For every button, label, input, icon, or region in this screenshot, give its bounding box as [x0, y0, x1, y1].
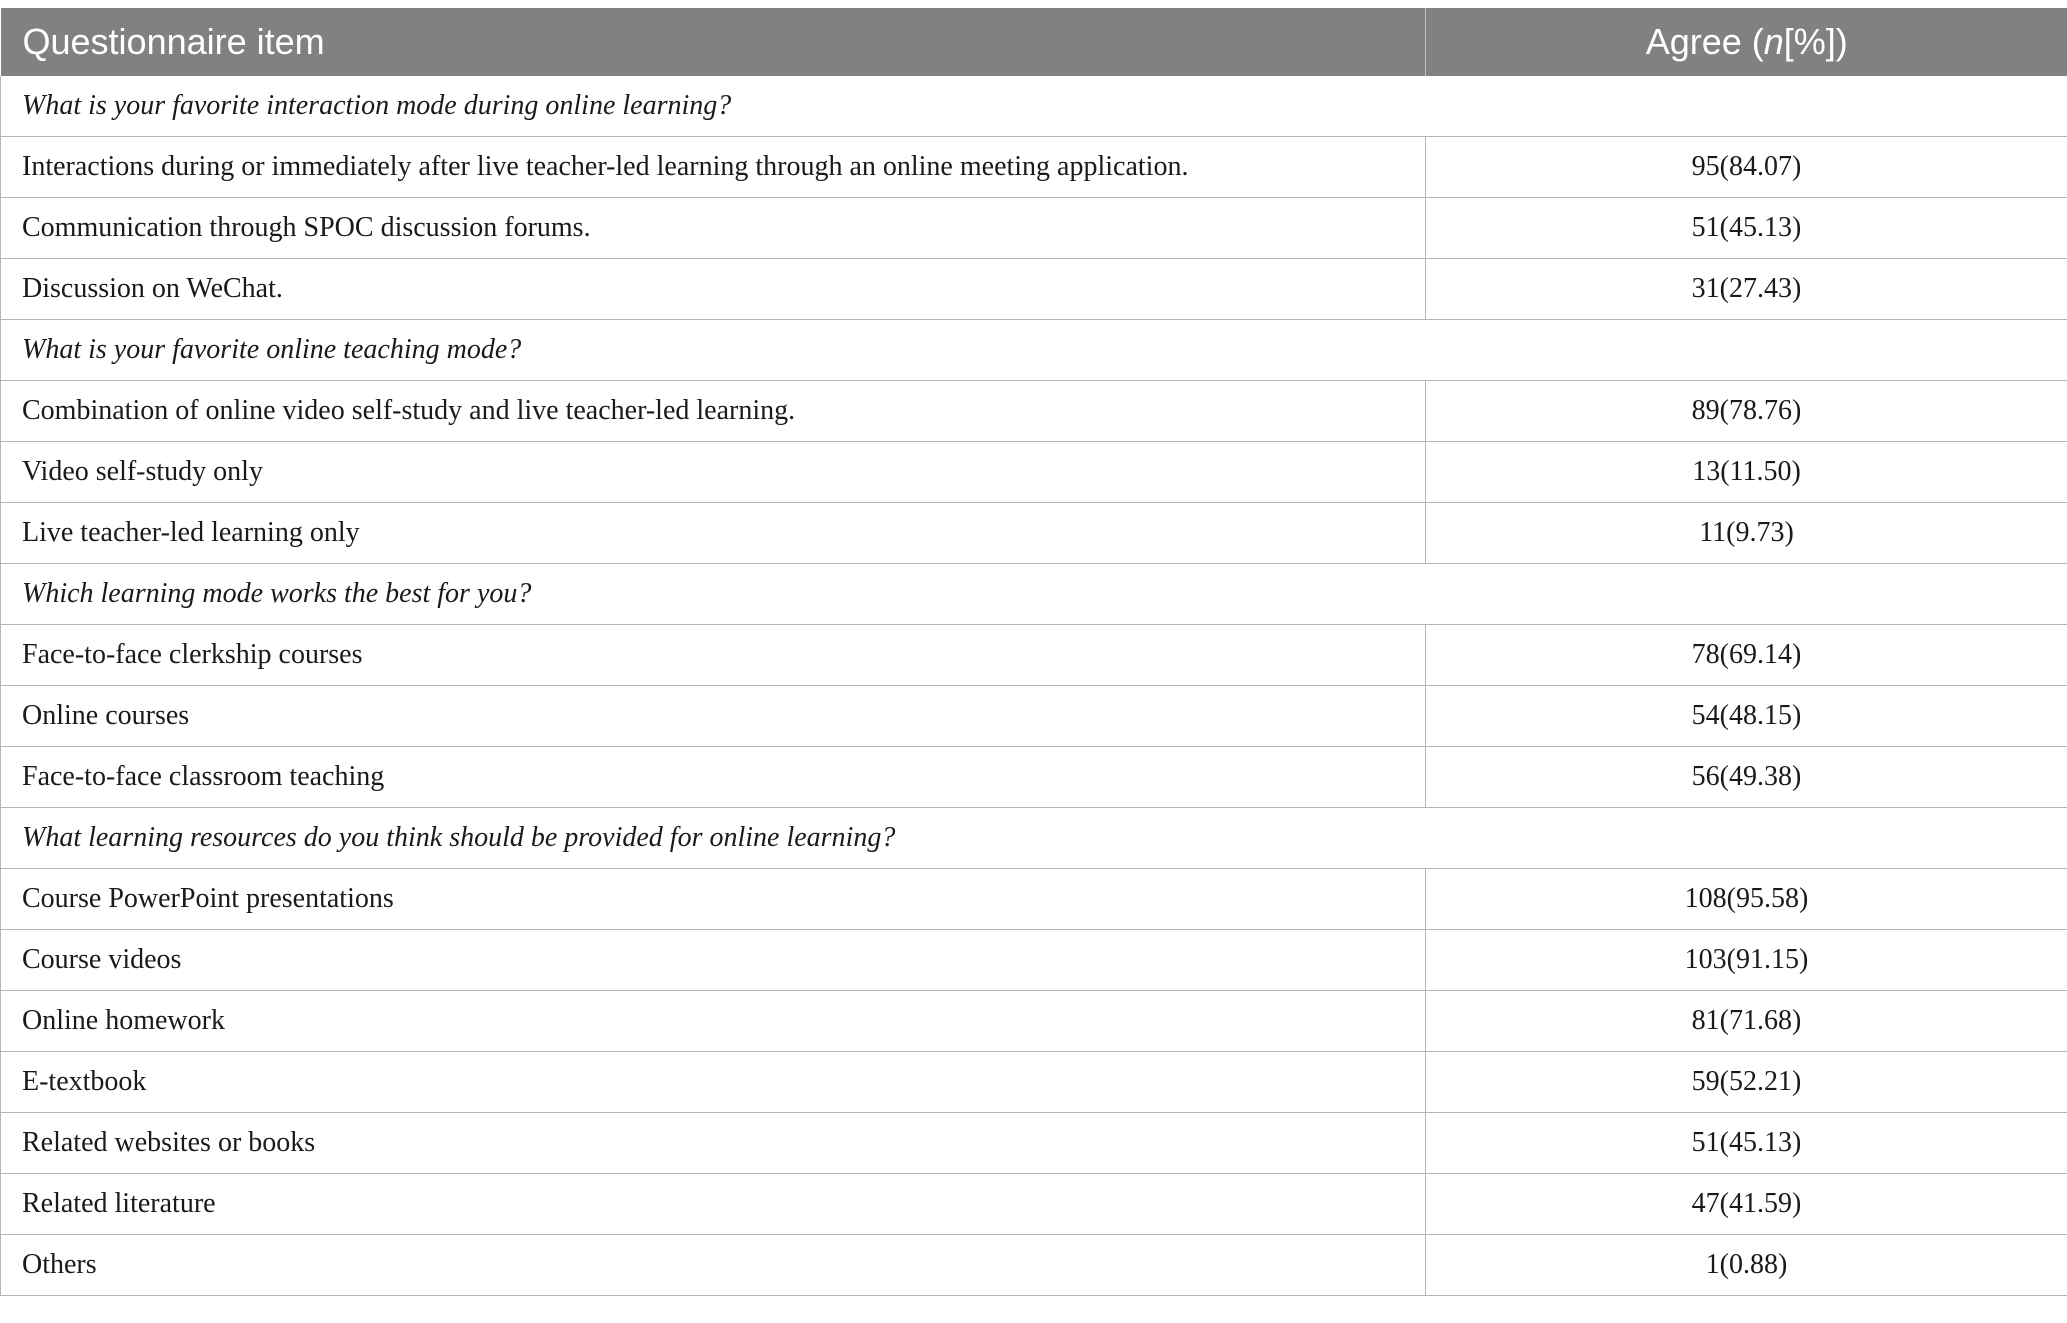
- item-cell: Online homework: [1, 991, 1426, 1052]
- table-row: [1, 686, 2067, 747]
- header-questionnaire-item: Questionnaire item: [1, 8, 1426, 76]
- section-question: What learning resources do you think should be provided for online learning?: [1, 808, 2067, 869]
- agree-cell: 1(0.88): [1426, 1235, 2067, 1296]
- header-agree-suffix: [%]): [1783, 21, 1848, 62]
- agree-cell: 54(48.15): [1426, 686, 2067, 747]
- table-row: [1, 198, 2067, 259]
- item-cell: E-textbook: [1, 1052, 1426, 1113]
- section-row: [1, 564, 2067, 625]
- agree-cell: 103(91.15): [1426, 930, 2067, 991]
- agree-cell: 13(11.50): [1426, 442, 2067, 503]
- section-question: What is your favorite online teaching mode?: [1, 320, 2067, 381]
- table-row: [1, 1235, 2067, 1296]
- item-cell: Video self-study only: [1, 442, 1426, 503]
- section-row: [1, 320, 2067, 381]
- table-row: [1, 1113, 2067, 1174]
- agree-cell: 51(45.13): [1426, 1113, 2067, 1174]
- item-cell: Course videos: [1, 930, 1426, 991]
- table-row: [1, 930, 2067, 991]
- questionnaire-table: [0, 8, 2067, 1296]
- header-agree-n: n: [1763, 21, 1784, 62]
- agree-cell: 47(41.59): [1426, 1174, 2067, 1235]
- item-cell: Communication through SPOC discussion forums.: [1, 198, 1426, 259]
- table-header-row: [1, 8, 2067, 76]
- item-cell: Related websites or books: [1, 1113, 1426, 1174]
- item-cell: Others: [1, 1235, 1426, 1296]
- agree-cell: 11(9.73): [1426, 503, 2067, 564]
- item-cell: Related literature: [1, 1174, 1426, 1235]
- section-question: Which learning mode works the best for you?: [1, 564, 2067, 625]
- agree-cell: 51(45.13): [1426, 198, 2067, 259]
- table-row: [1, 137, 2067, 198]
- table-row: [1, 381, 2067, 442]
- section-row: [1, 808, 2067, 869]
- item-cell: Face-to-face classroom teaching: [1, 747, 1426, 808]
- header-agree-prefix: Agree (: [1645, 21, 1764, 62]
- table-row: [1, 442, 2067, 503]
- agree-cell: 78(69.14): [1426, 625, 2067, 686]
- item-cell: Discussion on WeChat.: [1, 259, 1426, 320]
- table-row: [1, 259, 2067, 320]
- item-cell: Course PowerPoint presentations: [1, 869, 1426, 930]
- agree-cell: 95(84.07): [1426, 137, 2067, 198]
- table-row: [1, 747, 2067, 808]
- item-cell: Interactions during or immediately after live teacher-led learning through an online meeting application.: [1, 137, 1426, 198]
- header-agree: [1426, 8, 2067, 76]
- agree-cell: 108(95.58): [1426, 869, 2067, 930]
- table-row: [1, 991, 2067, 1052]
- table-row: [1, 1052, 2067, 1113]
- item-cell: Live teacher-led learning only: [1, 503, 1426, 564]
- item-cell: Online courses: [1, 686, 1426, 747]
- agree-cell: 81(71.68): [1426, 991, 2067, 1052]
- table-row: [1, 503, 2067, 564]
- agree-cell: 31(27.43): [1426, 259, 2067, 320]
- agree-cell: 89(78.76): [1426, 381, 2067, 442]
- item-cell: Combination of online video self-study and live teacher-led learning.: [1, 381, 1426, 442]
- section-row: [1, 76, 2067, 137]
- agree-cell: 59(52.21): [1426, 1052, 2067, 1113]
- item-cell: Face-to-face clerkship courses: [1, 625, 1426, 686]
- section-question: What is your favorite interaction mode during online learning?: [1, 76, 2067, 137]
- table-row: [1, 869, 2067, 930]
- table-row: [1, 625, 2067, 686]
- agree-cell: 56(49.38): [1426, 747, 2067, 808]
- table-row: [1, 1174, 2067, 1235]
